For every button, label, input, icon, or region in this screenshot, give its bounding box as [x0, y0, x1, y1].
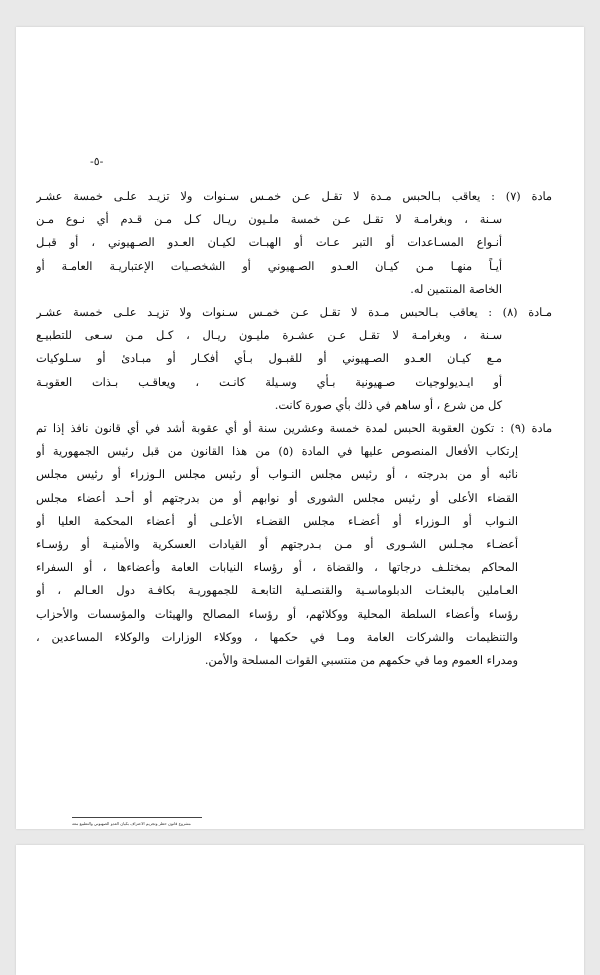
- text-line: سـنة ، وبغرامـة لا تقـل عـن عشـرة مليـون ريـال ، كـل مـن سـعى للتطبيـع: [36, 329, 502, 343]
- text-line: ومدراء العموم وما في حكمهم من منتسبي القوات المسلحة والأمن.: [204, 654, 518, 668]
- text-line: مادة (٧) : يعاقب بـالحبس مـدة لا تقـل عـن خمـس سـنوات ولا تزيـد علـى خمسة عشـر: [36, 190, 552, 203]
- text-line: سـنة ، وبغرامـة لا تقـل عـن خمسة ملـيون ريـال كـل مـن قـدم أي نـوع مـن: [36, 213, 502, 227]
- text-line: أنـواع المسـاعدات أو التبر عـات أو الهبـات لكيـان العـدو الصـهيوني ، أو قبـل: [36, 236, 502, 250]
- text-line: والتنظيمات والشركات العامة ومـا في حكمها ، ووكلاء الوزارات والوكلاء المساعدين ،: [36, 630, 518, 644]
- text-line: أعضـاء مجـلس الشـورى أو مـن بـدرجتهم أو القيادات العسكرية والأمنيـة أو رؤسـاء: [36, 538, 518, 552]
- text-line: النـواب أو الـوزراء أو أعضـاء مجلس القضـاء الأعلـى أو أعضاء المحكمة العليا أو: [36, 514, 518, 528]
- article-9: [36, 417, 552, 672]
- text-line: أيـاً منهـا مـن كيـان العـدو الصـهيوني أو الشخصـيات الإعتباريـة العامـة أو: [36, 259, 502, 273]
- article-8: [36, 301, 552, 417]
- document-body: [36, 185, 552, 672]
- text-line: مـع كيـان العـدو الصـهيوني أو للقبـول بـأي أفكـار أو مبـادئ أو سـلوكيات: [36, 352, 502, 366]
- article-7: [36, 185, 552, 301]
- document-page: [16, 27, 584, 829]
- text-line: نائبه أو من بدرجته ، أو رئيس مجلس النـواب أو رئيس مجلس الـوزراء أو رئيس مجلس: [36, 468, 518, 482]
- text-line: أو ايـديولوجيات صـهيونية بـأي وسـيلة كانـت ، ويعاقـب بـذات العقوبـة: [36, 375, 502, 389]
- text-line: القضاء الأعلى أو رئيس مجلس الشورى أو نوابهم أو من بدرجتهم أو أحـد أعضاء مجلس: [36, 491, 518, 505]
- text-line: رؤساء وأعضاء السلطة المحلية ووكلائهم، أو رؤساء المصالح والهيئات والمؤسسات والأحزاب: [36, 607, 518, 621]
- text-line: مـادة (٨) : يعاقب بـالحبس مـدة لا تقـل عـن خمـس سـنوات ولا تزيـد علـى خمسة عشـر: [36, 306, 552, 320]
- next-page: [16, 845, 584, 975]
- text-line: كل من شرع ، أو ساهم في ذلك بأي صورة كانت.: [274, 398, 502, 412]
- text-line: المحاكم بمختلـف درجاتها ، والقضاة ، أو رؤساء النيابات العامة وأعضاءها ، أو السفراء: [36, 561, 518, 575]
- text-line: الخاصة المنتمين له.: [410, 282, 502, 296]
- text-line: مادة (٩) : تكون العقوبة الحبس لمدة خمسة وعشرين سنة أو أي عقوبة أشد في أي قانون نافذ إذا تم: [36, 422, 552, 436]
- footnote: مشروع قانون حظر وتجريم الاعتراف بكيان العدو الصهيوني والتطبيع معه: [72, 821, 191, 826]
- text-line: العـاملين بالبعثـات الدبلوماسـية والقنصـلية التابعـة للجمهوريـة بكافـة دول العـالم ، أو: [36, 584, 518, 598]
- page-number: -٥-: [90, 155, 104, 168]
- text-line: إرتكاب الأفعال المنصوص عليها في المادة (٥) من هذا القانون من قبل رئيس الجمهورية أو: [36, 445, 518, 459]
- footnote-divider: [72, 817, 202, 818]
